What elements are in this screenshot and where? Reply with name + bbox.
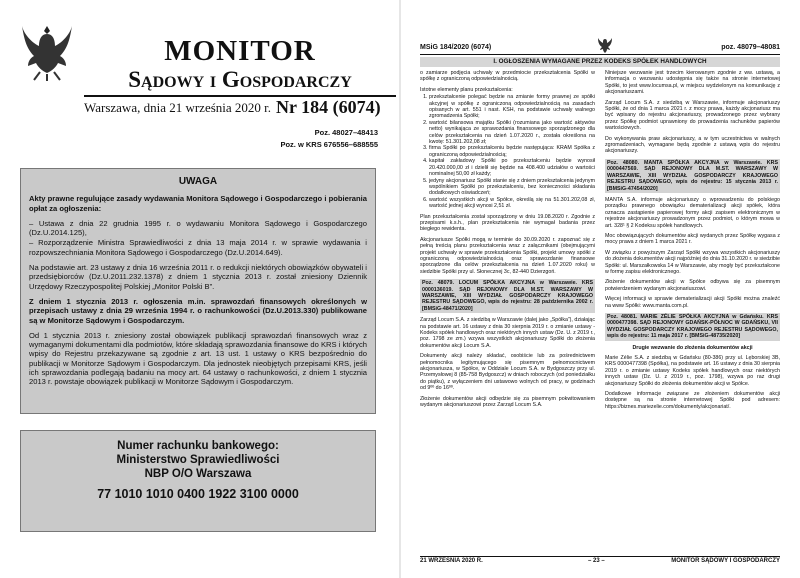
footer-title: MONITOR SĄDOWY I GOSPODARCZY <box>671 558 780 564</box>
paragraph: W związku z powyższym Zarząd Spółki wzywa wszystkich akcjonariuszy do złożenia dokumentów akcji najpóźniej do dnia 31.10.2020 r. w siedzibie Spółki: ul. Marszałkowska 14 w Warszawie, aby mogły być przekształcone w formę zapisu elektronicznego. <box>605 249 780 275</box>
text-column-2 <box>605 70 780 414</box>
header-poz: poz. 48079–48081 <box>721 44 780 51</box>
subheading: Drugie wezwanie do złożenia dokumentów akcji <box>632 344 753 351</box>
left-page <box>0 0 398 578</box>
paragraph: Istotne elementy planu przekształcenia: <box>420 86 513 93</box>
bank-owner: Ministerstwo Sprawiedliwości <box>116 454 280 466</box>
paragraph: Do wykonywania praw akcjonariuszy, a w tym uczestnictwa w walnych zgromadzeniach, wymagane będą zgodnie z ustawą wpis do rejestru akcjonariuszy. <box>605 135 780 155</box>
paragraph: Złożenie dokumentów akcji w Spółce odbywa się za pisemnym potwierdzeniem wydanym akcjonariuszowi. <box>605 279 780 292</box>
page-number: – 23 – <box>588 558 605 564</box>
issue-number: Nr 184 (6074) <box>276 97 381 117</box>
dateline: Warszawa, dnia 21 września 2020 r. <box>84 100 272 115</box>
bank-account-number: 77 1010 1010 0400 1922 3100 0000 <box>97 487 299 501</box>
paragraph: Dodatkowe informacje związane ze złożeniem dokumentów akcji dostępne są na stronie internetowej Spółki pod adresem: https://biznes.mariezelie.com/dokumenty/akcjonariat/. <box>605 391 780 410</box>
paragraph: Zarząd Locum S.A. z siedzibą w Warszawie, informuje akcjonariuszy Spółki, że od dnia 1 marca 2021 r. z mocy prawa, każdy akcjonariusz ma być wpisany do rejestru akcjonariuszy, prowadzonego przez wybrany przez Spółkę podmiot uprawniony do prowadzenia rachunków papierów wartościowych. <box>605 99 780 132</box>
paragraph: Akcjonariusze Spółki mogą w terminie do 30.09.2020 r. zapoznać się z pełną treścią planu przekształcenia wraz z załącznikami (obejmującymi projekt uchwały w sprawie przekształcenia Spółki, projekt umowy spółki z ograniczoną odpowiedzialnością oraz sprawozdanie finansowe sporządzone dla celów przekształcenia na dzień 1.07.2020 roku) w siedzibie Spółki przy ul. Słonecznej 3c, 82-440 Dzierzgoń. <box>420 236 595 275</box>
footer-rule <box>420 556 780 557</box>
announcement-header-48081: Poz. 48081. MARIE ZÉLIE SPÓŁKA AKCYJNA w Gdańsku. KRS 0000477398. SĄD REJONOWY GDAŃSK-PÓŁNOC W GDAŃSKU, VII WYDZIAŁ GOSPODARCZY KRAJOWEGO REJESTRU SĄDOWEGO, wpis do rejestru: 11 maja 2017 r. [BMSiG-48735/2020] <box>607 314 778 340</box>
uwaga-paragraph: Na podstawie art. 23 ustawy z dnia 16 września 2011 r. o redukcji niektórych obowiązków obywateli i przedsiębiorców (Dz.U.2011.232.1378) z dniem 1 stycznia 2013 r. został zniesiony Dziennik Urzędowy Rzeczypospolitej Polskiej „Monitor Polski B”. <box>29 263 367 291</box>
uwaga-title: UWAGA <box>178 176 218 187</box>
paragraph: Dokumenty akcji należy składać, osobiście lub za pośrednictwem pełnomocnika legitymującego się pisemnym pełnomocnictwem akcjonariusza, w Spółce, w Oddziale Locum S.A. w Bydgoszczy przy ul. Przemysłowej 8 (85-758 Bydgoszcz) w dniach roboczych (od poniedziałku do piątku), z wyłączeniem dni ustawowo wolnych od pracy, w godzinach od 9ºº do 16ºº. <box>420 353 595 392</box>
paragraph: o zamiarze podjęcia uchwały w przedmiocie przekształcenia Spółki w spółkę z ograniczoną odpowiedzialnością. <box>420 70 595 83</box>
header-rule <box>420 54 780 55</box>
page-gutter <box>399 0 401 578</box>
list-item: 1. przekształcenie polegać będzie na zmianie formy prawnej ze spółki akcyjnej w spółkę z ograniczoną odpowiedzialnością na zasadach opisanych w art. 551 i nast. KSH, na podstawie uchwały walnego zgromadzenia Spółki; <box>429 94 595 120</box>
list-item: 6. wartość wszystkich akcji w Spółce, określą się na 51.301.202,08 zł, wartość jednej akcji wynosi 2,51 zł. <box>429 197 595 210</box>
list-item: 3. firma Spółki po przekształceniu będzie następująca: KRAM Spółka z ograniczoną odpowiedzialnością; <box>429 145 595 158</box>
paragraph: Zarząd Locum S.A. z siedzibą w Warszawie (dalej jako „Spółka”), działając na podstawie art. 16 ustawy z dnia 30 sierpnia 2019 r. o zmianie ustawy - Kodeks spółek handlowych oraz niektórych innych ustaw (Dz. U. z 2019 r., poz. 1798 ze zm.) wzywa wszystkich akcjonariuszy Spółki do złożenia dokumentów akcji Locum S.A. <box>420 317 595 349</box>
eagle-emblem-icon <box>20 22 74 82</box>
announcement-header-48079: Poz. 48079. LOCUM SPÓŁKA AKCYJNA w Warszawie. KRS 0000136019. SĄD REJONOWY DLA M.ST. WARSZAWY W WARSZAWIE, XIII WYDZIAŁ GOSPODARCZY KRAJOWEGO REJESTRU SĄDOWEGO, wpis do rejestru: 28 października 2002 r. [BMSiG-48471/2020] <box>422 280 593 312</box>
paragraph: Więcej informacji w sprawie dematerializacji akcji Spółki można znaleźć na www Spółki: www.manta.com.pl. <box>605 296 780 309</box>
bank-account-box <box>20 430 376 532</box>
paragraph: Marie Zélie S.A. z siedzibą w Gdańsku (80-386) przy ul. Lęborskiej 3B, KRS 0000477398 (Spółka), na podstawie art. 16 ustawy z dnia 30 sierpnia 2019 r. o zmianie ustawy Kodeks spółek handlowych oraz niektórych innych ustaw (Dz. U. z 2019 r., poz. 1798), wzywa po raz drugi akcjonariuszy Spółki do złożenia dokumentów akcji w Spółce. <box>605 355 780 387</box>
poz-krs-range: Poz. w KRS 676556–688555 <box>280 140 378 149</box>
paragraph: Plan przekształcenia został sporządzony w dniu 19.08.2020 r. Zgodnie z przepisami k.s.h., plan przekształcenia nie wymagał badania przez biegłego rewidenta. <box>420 213 595 233</box>
uwaga-paragraph: Akty prawne regulujące zasady wydawania Monitora Sądowego i Gospodarczego i pobierania opłat za ogłoszenia: <box>29 194 367 213</box>
uwaga-paragraph: – Ustawa z dnia 22 grudnia 1995 r. o wydawaniu Monitora Sądowego i Gospodarczego (Dz.U.2014.125), <box>29 218 367 238</box>
list-item: 2. wartość bilansowa majątku Spółki (rozumiana jako wartość aktywów netto) wynikająca ze sprawozdania finansowego sporządzonego dla celów przekształcenia na dzień 1.07.2020 r., została określona na kwotę: 51.301.202,08 zł; <box>429 120 595 146</box>
paragraph: Moc obowiązujących dokumentów akcji wydanych przez Spółkę wygasa z mocy prawa z dniem 1 marca 2021 r. <box>605 232 780 246</box>
header-issue: MSiG 184/2020 (6074) <box>420 44 492 51</box>
announcement-header-48080: Poz. 48080. MANTA SPÓŁKA AKCYJNA w Warszawie. KRS 0000447569. SĄD REJONOWY DLA M.ST. WARSZAWY W WARSZAWIE, XIII WYDZIAŁ GOSPODARCZY KRAJOWEGO REJESTRU SĄDOWEGO, wpis do rejestru: 15 stycznia 2013 r. [BMSiG-47454/2020] <box>607 159 778 192</box>
section-heading: I. OGŁOSZENIA WYMAGANE PRZEZ KODEKS SPÓŁEK HANDLOWYCH <box>420 57 780 67</box>
uwaga-paragraph: – Rozporządzenie Ministra Sprawiedliwości z dnia 13 maja 2014 r. w sprawie wydawania i rozpowszechniania Monitora Sądowego i Gospodarczego (Dz.U.2014.649). <box>29 238 367 257</box>
list-item: 4. kapitał zakładowy Spółki po przekształceniu będzie wynosił 20.420.000,00 zł i dzielił się będzie na 408.400 udziałów o wartości nominalnej 50,00 zł każdy; <box>429 158 595 177</box>
poz-range: Poz. 48027–48413 <box>314 128 378 137</box>
right-page <box>402 0 800 578</box>
plan-elements-list <box>420 94 595 209</box>
text-column-1 <box>420 70 595 413</box>
bank-label: Numer rachunku bankowego: <box>117 440 279 452</box>
masthead-subtitle: Sądowy i Gospodarczy <box>128 67 352 92</box>
small-eagle-icon <box>598 38 612 54</box>
masthead-title: MONITOR <box>164 35 316 67</box>
list-item: 5. jedyny akcjonariusz Spółki stanie się z dniem przekształcenia jedynym wspólnikiem Spółki po przekształceniu, bez konieczności składania dodatkowych oświadczeń; <box>429 178 595 197</box>
uwaga-paragraph: Z dniem 1 stycznia 2013 r. ogłoszenia m.in. sprawozdań finansowych określonych w przepisach ustawy z dnia 29 września 1994 r. o rachunkowości (Dz.U.2013.330) publikowane są w Monitorze Sądowym i Gospodarczym. <box>29 296 367 325</box>
bank-branch: NBP O/O Warszawa <box>144 468 252 480</box>
uwaga-paragraph: Od 1 stycznia 2013 r. zniesiony został obowiązek publikacji sprawozdań finansowych wraz z wymaganymi dokumentami dla podmiotów, które składają sprawozdania finansowe do KRS i których wpisy do Rejestru przekazywane są zgodnie z art. 13 ust. 1 ustawy o KRS bezpośrednio do publikacji w Monitorze Sądowym i Gospodarczym. Dla jednostek nieobjętych przepisami KRS, jeśli ich sprawozdania podlegają badaniu na mocy art. 64 ustawy o rachunkowości, z dniem 1 stycznia 2013 r. powstaje obowiązek publikacji w Monitorze Sądowym i Gospodarczym. <box>29 330 367 387</box>
footer-date: 21 WRZEŚNIA 2020 R. <box>420 558 483 564</box>
paragraph: Złożenie dokumentów akcji odbędzie się za pisemnym pokwitowaniem wydanym akcjonariuszowi przez Zarząd Locum S.A. <box>420 395 595 409</box>
uwaga-notice-box <box>20 168 376 414</box>
paragraph: Niniejsze wezwanie jest trzecim kierowanym zgodnie z ww. ustawą, a informacja o wezwaniu udostępnia się także na stronie internetowej Spółki, to jest www.locumsa.pl, w miejscu wydzielonym na komunikację z akcjonariuszami. <box>605 70 780 96</box>
paragraph: MANTA S.A. informuje akcjonariuszy o wprowadzeniu do polskiego porządku prawnego obowiązku dematerializacji akcji spółek, która oznacza zastąpienie papierowej formy akcji zapisem elektronicznym w rejestrze akcjonariuszy prowadzonym przez podmiot, o którym mowa w art. 328¹ § 2 Kodeksu spółek handlowych. <box>605 196 780 229</box>
